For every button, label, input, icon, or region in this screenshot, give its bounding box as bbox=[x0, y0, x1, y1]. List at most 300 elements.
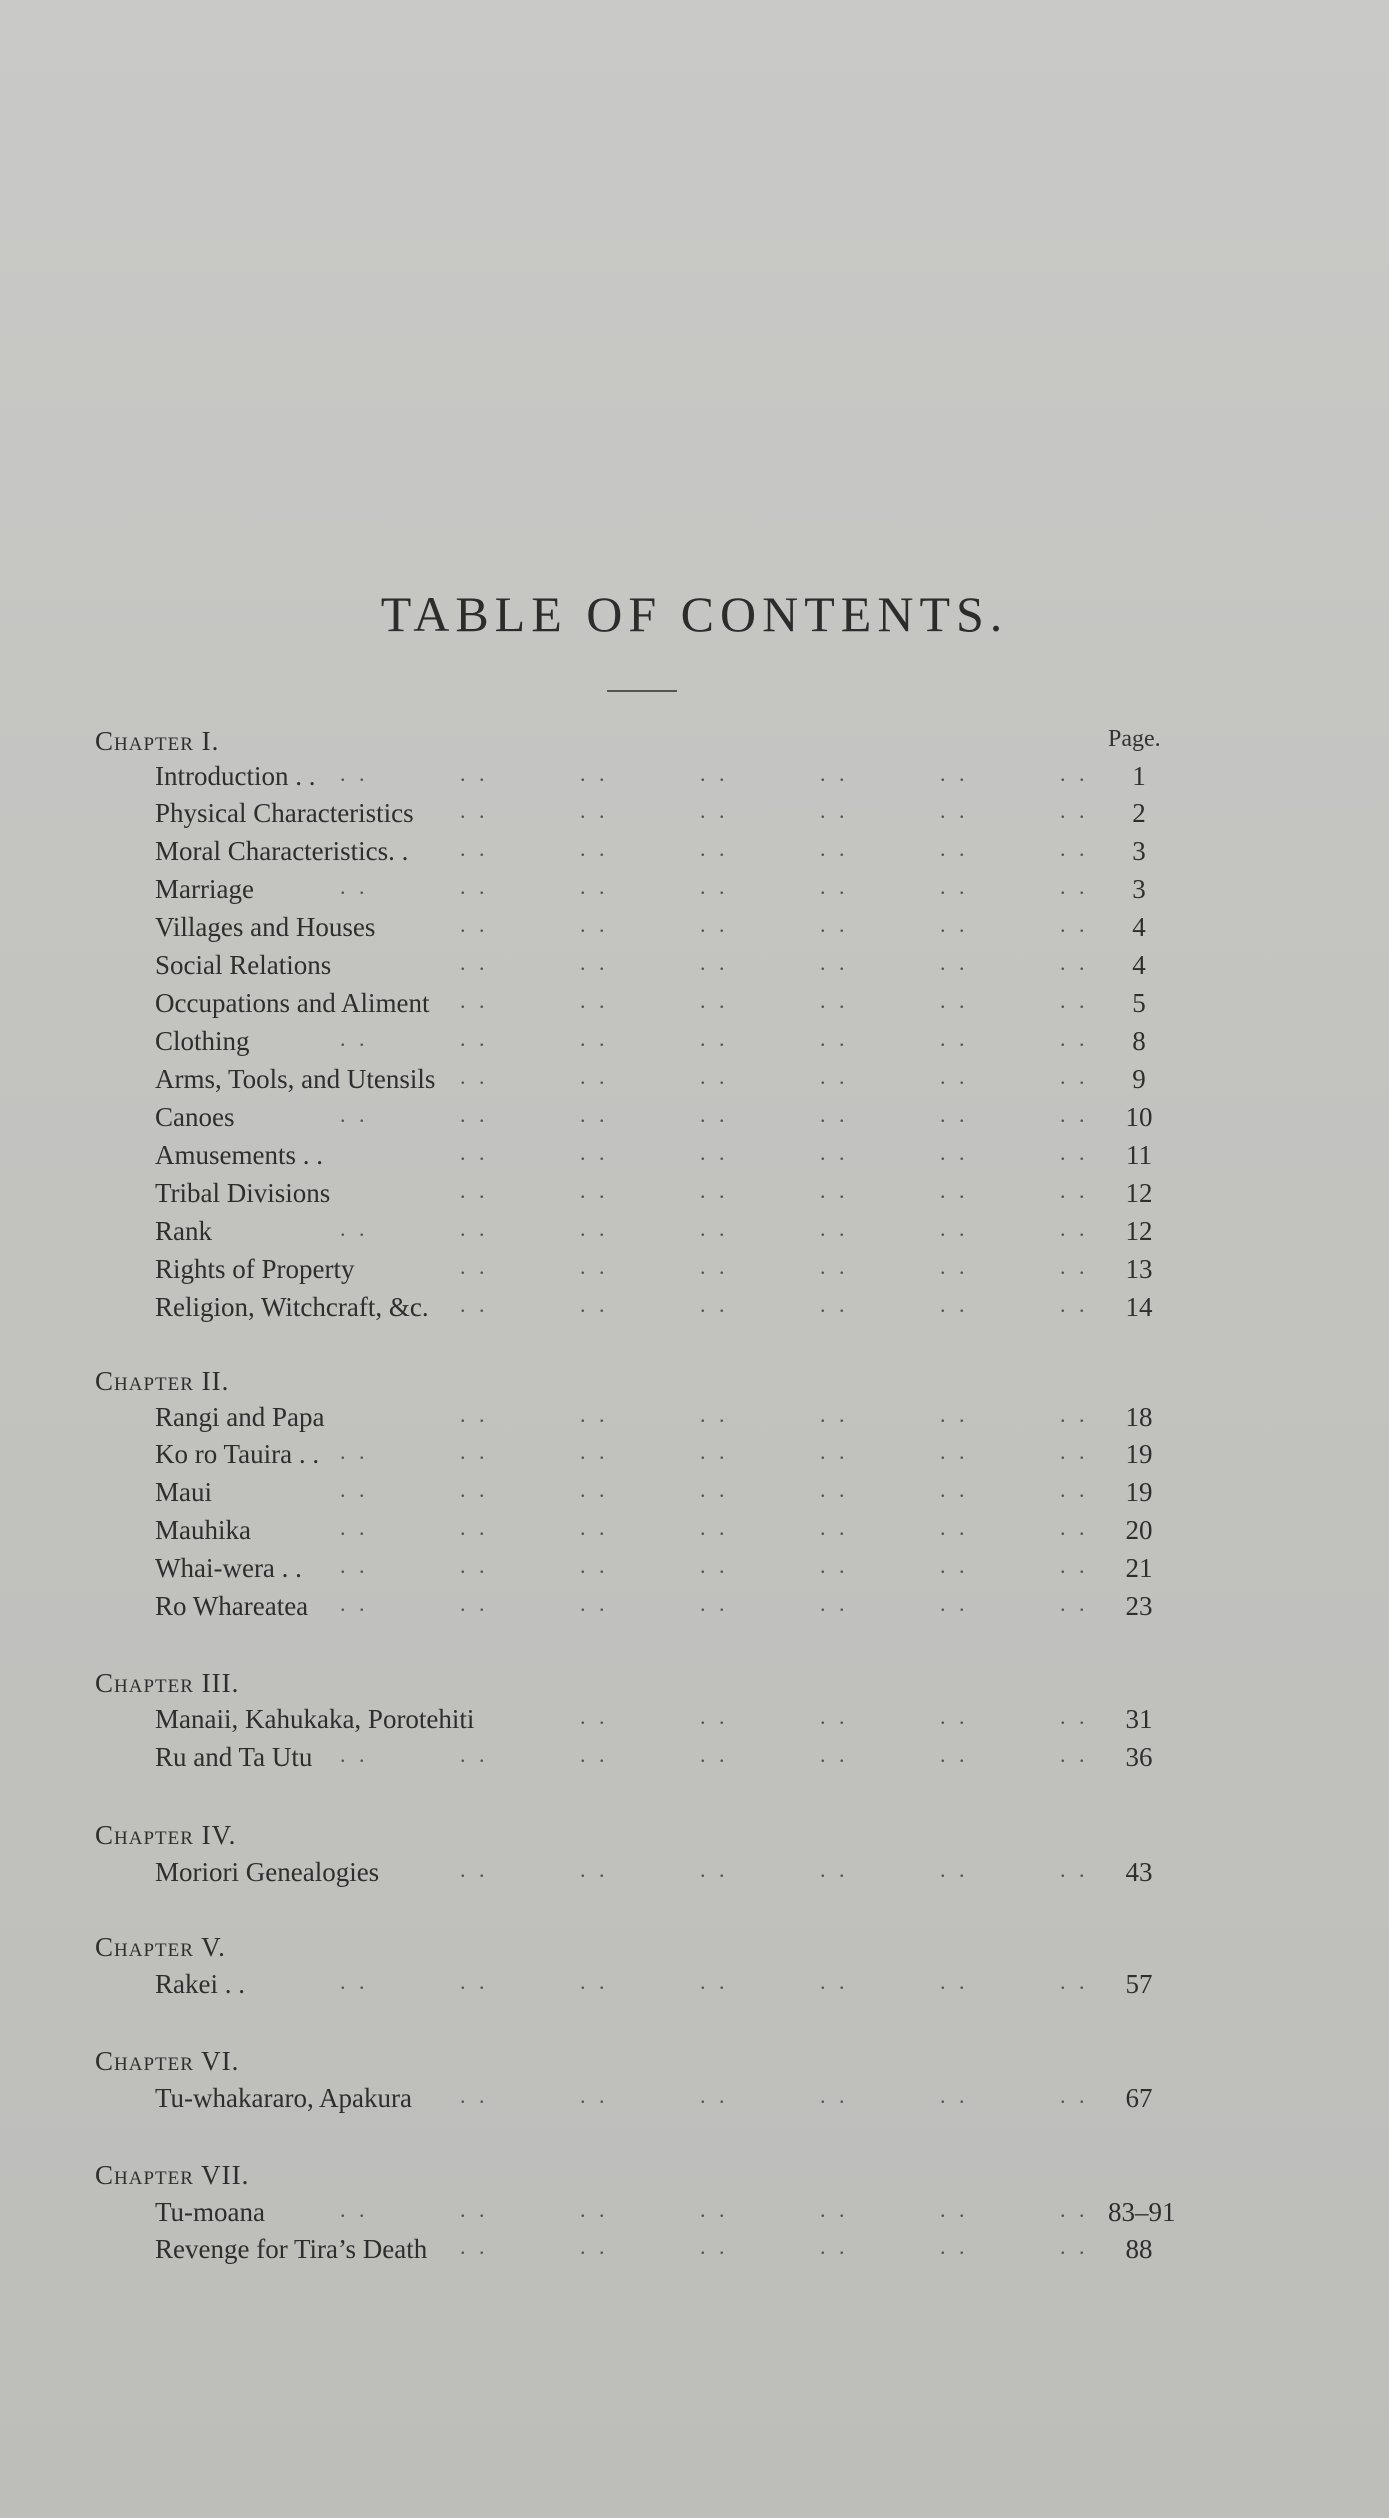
toc-entry-page: 20 bbox=[1125, 1515, 1153, 1545]
toc-entry-page: 67 bbox=[1125, 2083, 1153, 2113]
leader-dot: . . bbox=[580, 1064, 609, 1089]
toc-entry-page: 8 bbox=[1132, 1026, 1146, 1056]
toc-entry-label: Tu-moana bbox=[155, 2197, 266, 2227]
toc-entry bbox=[150, 988, 1170, 1024]
toc-entry-label: Arms, Tools, and Utensils bbox=[155, 1064, 436, 1094]
leader-dot: . . bbox=[340, 1102, 369, 1127]
leader-dot: . . bbox=[940, 1102, 969, 1127]
leader-dot: . . bbox=[1060, 950, 1089, 975]
leader-dot: . . bbox=[580, 1857, 609, 1882]
dot-leader bbox=[150, 1515, 1090, 1551]
leader-dot: . . bbox=[580, 1553, 609, 1578]
leader-dot: . . bbox=[460, 1178, 489, 1203]
leader-dot: . . bbox=[460, 1064, 489, 1089]
leader-dot: . . bbox=[580, 798, 609, 823]
leader-dot: . . bbox=[940, 798, 969, 823]
leader-dot: . . bbox=[460, 1515, 489, 1540]
leader-dot: . . bbox=[460, 761, 489, 786]
dot-leader bbox=[150, 1742, 1090, 1778]
leader-dot: . . bbox=[580, 1292, 609, 1317]
leader-dot: . . bbox=[1060, 1140, 1089, 1165]
leader-dot: . . bbox=[820, 1102, 849, 1127]
toc-entry-label: Tu-whakararo, Apakura bbox=[155, 2083, 412, 2113]
toc-entry bbox=[150, 1178, 1170, 1214]
toc-entry bbox=[150, 1102, 1170, 1138]
toc-entry-page: 3 bbox=[1132, 874, 1146, 904]
leader-dot: . . bbox=[340, 1591, 369, 1616]
toc-entry-page: 21 bbox=[1125, 1553, 1153, 1583]
leader-dot: . . bbox=[460, 1216, 489, 1241]
leader-dot: . . bbox=[940, 1216, 969, 1241]
toc-entry bbox=[150, 874, 1170, 910]
leader-dot: . . bbox=[940, 2083, 969, 2108]
leader-dot: . . bbox=[940, 912, 969, 937]
toc-entry bbox=[150, 1254, 1170, 1290]
leader-dot: . . bbox=[820, 1515, 849, 1540]
toc-entry bbox=[150, 1742, 1170, 1778]
leader-dot: . . bbox=[940, 2197, 969, 2222]
leader-dot: . . bbox=[460, 798, 489, 823]
leader-dot: . . bbox=[820, 1439, 849, 1464]
leader-dot: . . bbox=[460, 1477, 489, 1502]
leader-dot: . . bbox=[1060, 912, 1089, 937]
dot-leader bbox=[150, 1704, 1090, 1740]
leader-dot: . . bbox=[1060, 1102, 1089, 1127]
toc-entry-page: 83–91 bbox=[1108, 2197, 1176, 2227]
leader-dot: . . bbox=[580, 1140, 609, 1165]
toc-entry bbox=[150, 1591, 1170, 1627]
leader-dot: . . bbox=[820, 1591, 849, 1616]
dot-leader bbox=[150, 798, 1090, 834]
leader-dot: . . bbox=[820, 1857, 849, 1882]
leader-dot: . . bbox=[820, 1026, 849, 1051]
toc-entry-page: 23 bbox=[1125, 1591, 1153, 1621]
leader-dot: . . bbox=[700, 2234, 729, 2259]
leader-dot: . . bbox=[580, 1742, 609, 1767]
leader-dot: . . bbox=[700, 798, 729, 823]
toc-entry bbox=[150, 836, 1170, 872]
toc-entry-page: 3 bbox=[1132, 836, 1146, 866]
toc-entry bbox=[150, 798, 1170, 834]
leader-dot: . . bbox=[580, 1477, 609, 1502]
leader-dot: . . bbox=[460, 1254, 489, 1279]
leader-dot: . . bbox=[700, 1591, 729, 1616]
dot-leader bbox=[150, 761, 1090, 797]
toc-entry-page: 57 bbox=[1125, 1969, 1153, 1999]
leader-dot: . . bbox=[700, 1026, 729, 1051]
toc-entry bbox=[150, 1292, 1170, 1328]
leader-dot: . . bbox=[820, 1553, 849, 1578]
leader-dot: . . bbox=[460, 912, 489, 937]
leader-dot: . . bbox=[940, 836, 969, 861]
leader-dot: . . bbox=[580, 2083, 609, 2108]
toc-entry-label: Ru and Ta Utu bbox=[155, 1742, 313, 1772]
leader-dot: . . bbox=[700, 1969, 729, 1994]
leader-dot: . . bbox=[700, 1064, 729, 1089]
leader-dot: . . bbox=[340, 1216, 369, 1241]
leader-dot: . . bbox=[700, 1515, 729, 1540]
dot-leader bbox=[150, 1969, 1090, 2005]
chapter-heading: Chapter II. bbox=[95, 1366, 230, 1396]
leader-dot: . . bbox=[340, 1439, 369, 1464]
leader-dot: . . bbox=[940, 988, 969, 1013]
leader-dot: . . bbox=[700, 2083, 729, 2108]
leader-dot: . . bbox=[820, 1704, 849, 1729]
leader-dot: . . bbox=[700, 1292, 729, 1317]
dot-leader bbox=[150, 1026, 1090, 1062]
toc-entry-page: 43 bbox=[1125, 1857, 1153, 1887]
chapter-heading: Chapter VII. bbox=[95, 2160, 250, 2190]
dot-leader bbox=[150, 1254, 1090, 1290]
leader-dot: . . bbox=[700, 2197, 729, 2222]
toc-entry-label: Ro Whareatea bbox=[155, 1591, 309, 1621]
toc-entry-label: Maui bbox=[155, 1477, 212, 1507]
leader-dot: . . bbox=[820, 761, 849, 786]
leader-dot: . . bbox=[460, 1553, 489, 1578]
leader-dot: . . bbox=[700, 1477, 729, 1502]
leader-dot: . . bbox=[580, 1969, 609, 1994]
toc-entry bbox=[150, 1026, 1170, 1062]
toc-entry-page: 19 bbox=[1125, 1477, 1153, 1507]
leader-dot: . . bbox=[1060, 2234, 1089, 2259]
toc-entry bbox=[150, 1969, 1170, 2005]
leader-dot: . . bbox=[460, 1026, 489, 1051]
chapter-heading: Chapter III. bbox=[95, 1668, 240, 1698]
toc-entry-page: 10 bbox=[1125, 1102, 1153, 1132]
toc-entry-label: Physical Characteristics bbox=[155, 798, 414, 828]
leader-dot: . . bbox=[700, 1254, 729, 1279]
leader-dot: . . bbox=[1060, 1439, 1089, 1464]
leader-dot: . . bbox=[580, 761, 609, 786]
leader-dot: . . bbox=[940, 1439, 969, 1464]
leader-dot: . . bbox=[820, 1477, 849, 1502]
leader-dot: . . bbox=[940, 1292, 969, 1317]
leader-dot: . . bbox=[340, 1969, 369, 1994]
leader-dot: . . bbox=[700, 1140, 729, 1165]
dot-leader bbox=[150, 1591, 1090, 1627]
chapter-heading: Chapter V. bbox=[95, 1932, 226, 1962]
toc-entry bbox=[150, 761, 1170, 797]
leader-dot: . . bbox=[1060, 1026, 1089, 1051]
toc-entry bbox=[150, 1515, 1170, 1551]
leader-dot: . . bbox=[580, 1439, 609, 1464]
leader-dot: . . bbox=[580, 1402, 609, 1427]
leader-dot: . . bbox=[460, 1402, 489, 1427]
page-title: TABLE OF CONTENTS. bbox=[380, 586, 1009, 642]
leader-dot: . . bbox=[700, 988, 729, 1013]
leader-dot: . . bbox=[460, 1102, 489, 1127]
leader-dot: . . bbox=[1060, 1178, 1089, 1203]
leader-dot: . . bbox=[1060, 1216, 1089, 1241]
leader-dot: . . bbox=[820, 1064, 849, 1089]
leader-dot: . . bbox=[820, 836, 849, 861]
leader-dot: . . bbox=[700, 1178, 729, 1203]
leader-dot: . . bbox=[340, 1553, 369, 1578]
toc-entry bbox=[150, 2083, 1170, 2119]
leader-dot: . . bbox=[580, 1591, 609, 1616]
leader-dot: . . bbox=[460, 1292, 489, 1317]
dot-leader bbox=[150, 1402, 1090, 1438]
leader-dot: . . bbox=[940, 1969, 969, 1994]
toc-entry bbox=[150, 1402, 1170, 1438]
leader-dot: . . bbox=[1060, 1704, 1089, 1729]
leader-dot: . . bbox=[460, 1742, 489, 1767]
leader-dot: . . bbox=[700, 1742, 729, 1767]
leader-dot: . . bbox=[700, 836, 729, 861]
leader-dot: . . bbox=[820, 950, 849, 975]
toc-entry bbox=[150, 1439, 1170, 1475]
leader-dot: . . bbox=[1060, 874, 1089, 899]
dot-leader bbox=[150, 1857, 1090, 1893]
leader-dot: . . bbox=[700, 1553, 729, 1578]
leader-dot: . . bbox=[1060, 988, 1089, 1013]
leader-dot: . . bbox=[580, 1102, 609, 1127]
leader-dot: . . bbox=[1060, 1515, 1089, 1540]
leader-dot: . . bbox=[460, 1140, 489, 1165]
toc-entry-label: Rights of Property bbox=[155, 1254, 355, 1284]
toc-entry-label: Occupations and Aliment bbox=[155, 988, 430, 1018]
leader-dot: . . bbox=[940, 1477, 969, 1502]
leader-dot: . . bbox=[940, 1704, 969, 1729]
toc-entry-label: Introduction . . bbox=[155, 761, 316, 791]
dot-leader bbox=[150, 836, 1090, 872]
leader-dot: . . bbox=[460, 2197, 489, 2222]
toc-entry-label: Rakei . . bbox=[155, 1969, 245, 1999]
leader-dot: . . bbox=[820, 1254, 849, 1279]
leader-dot: . . bbox=[820, 912, 849, 937]
leader-dot: . . bbox=[820, 798, 849, 823]
leader-dot: . . bbox=[340, 1515, 369, 1540]
toc-entry-label: Clothing bbox=[155, 1026, 250, 1056]
leader-dot: . . bbox=[580, 1254, 609, 1279]
dot-leader bbox=[150, 950, 1090, 986]
dot-leader bbox=[150, 1477, 1090, 1513]
dot-leader bbox=[150, 912, 1090, 948]
leader-dot: . . bbox=[460, 1969, 489, 1994]
toc-entry bbox=[150, 1553, 1170, 1589]
leader-dot: . . bbox=[940, 1402, 969, 1427]
leader-dot: . . bbox=[460, 1591, 489, 1616]
dot-leader bbox=[150, 2234, 1090, 2270]
toc-entry-page: 36 bbox=[1125, 1742, 1153, 1772]
leader-dot: . . bbox=[820, 988, 849, 1013]
toc-entry-page: 19 bbox=[1125, 1439, 1153, 1469]
leader-dot: . . bbox=[700, 874, 729, 899]
leader-dot: . . bbox=[340, 2197, 369, 2222]
toc-entry-label: Moriori Genealogies bbox=[155, 1857, 380, 1887]
leader-dot: . . bbox=[940, 950, 969, 975]
toc-entry-page: 4 bbox=[1132, 912, 1146, 942]
toc-entry-label: Rank bbox=[155, 1216, 212, 1246]
leader-dot: . . bbox=[820, 2197, 849, 2222]
leader-dot: . . bbox=[1060, 1064, 1089, 1089]
toc-entry bbox=[150, 1704, 1170, 1740]
toc-entry-label: Marriage bbox=[155, 874, 254, 904]
toc-entry-label: Moral Characteristics. . bbox=[155, 836, 409, 866]
toc-entry-label: Villages and Houses bbox=[155, 912, 376, 942]
toc-entry-page: 1 bbox=[1132, 761, 1146, 791]
toc-entry bbox=[150, 1477, 1170, 1513]
leader-dot: . . bbox=[340, 1742, 369, 1767]
toc-entry-label: Manaii, Kahukaka, Porotehiti bbox=[155, 1704, 475, 1734]
toc-entry-label: Mauhika bbox=[155, 1515, 251, 1545]
leader-dot: . . bbox=[700, 1402, 729, 1427]
leader-dot: . . bbox=[820, 1292, 849, 1317]
leader-dot: . . bbox=[1060, 1591, 1089, 1616]
leader-dot: . . bbox=[1060, 836, 1089, 861]
dot-leader bbox=[150, 1178, 1090, 1214]
leader-dot: . . bbox=[580, 836, 609, 861]
dot-leader bbox=[150, 1553, 1090, 1589]
leader-dot: . . bbox=[1060, 2083, 1089, 2108]
toc-entry-label: Ko ro Tauira . . bbox=[155, 1439, 320, 1469]
leader-dot: . . bbox=[1060, 1477, 1089, 1502]
leader-dot: . . bbox=[820, 2083, 849, 2108]
leader-dot: . . bbox=[340, 761, 369, 786]
toc-entry bbox=[150, 2234, 1170, 2270]
leader-dot: . . bbox=[580, 2197, 609, 2222]
toc-entry-label: Whai-wera . . bbox=[155, 1553, 302, 1583]
leader-dot: . . bbox=[940, 2234, 969, 2259]
dot-leader bbox=[150, 1216, 1090, 1252]
toc-entry bbox=[150, 1064, 1170, 1100]
toc-entry-label: Amusements . . bbox=[155, 1140, 323, 1170]
dot-leader bbox=[150, 874, 1090, 910]
chapter-heading: Chapter VI. bbox=[95, 2046, 240, 2076]
leader-dot: . . bbox=[460, 836, 489, 861]
leader-dot: . . bbox=[580, 988, 609, 1013]
leader-dot: . . bbox=[580, 1178, 609, 1203]
toc-entry-page: 5 bbox=[1132, 988, 1146, 1018]
leader-dot: . . bbox=[460, 988, 489, 1013]
toc-entry-page: 88 bbox=[1125, 2234, 1153, 2264]
leader-dot: . . bbox=[940, 1254, 969, 1279]
leader-dot: . . bbox=[700, 1216, 729, 1241]
dot-leader bbox=[150, 1102, 1090, 1138]
dot-leader bbox=[150, 1439, 1090, 1475]
dot-leader bbox=[150, 1140, 1090, 1176]
leader-dot: . . bbox=[460, 1439, 489, 1464]
toc-entry bbox=[150, 912, 1170, 948]
leader-dot: . . bbox=[700, 761, 729, 786]
leader-dot: . . bbox=[1060, 1857, 1089, 1882]
toc-entry-page: 9 bbox=[1132, 1064, 1146, 1094]
toc-entry bbox=[150, 950, 1170, 986]
toc-entry-page: 18 bbox=[1125, 1402, 1153, 1432]
leader-dot: . . bbox=[580, 1704, 609, 1729]
leader-dot: . . bbox=[940, 1064, 969, 1089]
leader-dot: . . bbox=[460, 1857, 489, 1882]
toc-entry-page: 12 bbox=[1125, 1178, 1153, 1208]
leader-dot: . . bbox=[580, 950, 609, 975]
toc-entry-label: Religion, Witchcraft, &c. bbox=[155, 1292, 429, 1322]
leader-dot: . . bbox=[1060, 2197, 1089, 2222]
dot-leader bbox=[150, 1292, 1090, 1328]
page-column-heading: Page. bbox=[1108, 726, 1161, 752]
leader-dot: . . bbox=[1060, 798, 1089, 823]
leader-dot: . . bbox=[700, 1102, 729, 1127]
leader-dot: . . bbox=[700, 912, 729, 937]
leader-dot: . . bbox=[580, 874, 609, 899]
leader-dot: . . bbox=[1060, 1742, 1089, 1767]
leader-dot: . . bbox=[340, 1477, 369, 1502]
leader-dot: . . bbox=[940, 1553, 969, 1578]
leader-dot: . . bbox=[580, 1216, 609, 1241]
toc-entry-label: Social Relations bbox=[155, 950, 332, 980]
leader-dot: . . bbox=[580, 1026, 609, 1051]
dot-leader bbox=[150, 988, 1090, 1024]
toc-entry-page: 14 bbox=[1125, 1292, 1153, 1322]
toc-entry-page: 11 bbox=[1126, 1140, 1152, 1170]
leader-dot: . . bbox=[460, 950, 489, 975]
toc-entry bbox=[150, 1140, 1170, 1176]
leader-dot: . . bbox=[1060, 1969, 1089, 1994]
leader-dot: . . bbox=[700, 1704, 729, 1729]
leader-dot: . . bbox=[460, 2234, 489, 2259]
leader-dot: . . bbox=[820, 874, 849, 899]
leader-dot: . . bbox=[700, 1439, 729, 1464]
leader-dot: . . bbox=[940, 1857, 969, 1882]
toc-entry-page: 2 bbox=[1132, 798, 1146, 828]
leader-dot: . . bbox=[820, 1969, 849, 1994]
toc-entry-page: 31 bbox=[1125, 1704, 1153, 1734]
toc-entry bbox=[150, 1216, 1170, 1252]
leader-dot: . . bbox=[820, 1742, 849, 1767]
leader-dot: . . bbox=[1060, 761, 1089, 786]
chapter-heading: Chapter IV. bbox=[95, 1820, 237, 1850]
leader-dot: . . bbox=[340, 874, 369, 899]
leader-dot: . . bbox=[580, 912, 609, 937]
toc-entry bbox=[150, 1857, 1170, 1893]
leader-dot: . . bbox=[820, 1216, 849, 1241]
leader-dot: . . bbox=[700, 950, 729, 975]
leader-dot: . . bbox=[1060, 1402, 1089, 1427]
leader-dot: . . bbox=[820, 1140, 849, 1165]
leader-dot: . . bbox=[580, 2234, 609, 2259]
toc-entry-page: 12 bbox=[1125, 1216, 1153, 1246]
leader-dot: . . bbox=[1060, 1292, 1089, 1317]
dot-leader bbox=[150, 2083, 1090, 2119]
toc-entry-label: Canoes bbox=[155, 1102, 235, 1132]
toc-entry-page: 13 bbox=[1125, 1254, 1153, 1284]
leader-dot: . . bbox=[940, 1591, 969, 1616]
leader-dot: . . bbox=[340, 1026, 369, 1051]
leader-dot: . . bbox=[940, 1026, 969, 1051]
title-rule bbox=[607, 690, 677, 692]
leader-dot: . . bbox=[940, 1140, 969, 1165]
dot-leader bbox=[150, 2197, 1090, 2233]
toc-entry-label: Revenge for Tira’s Death bbox=[155, 2234, 428, 2264]
leader-dot: . . bbox=[1060, 1254, 1089, 1279]
leader-dot: . . bbox=[820, 1402, 849, 1427]
leader-dot: . . bbox=[820, 1178, 849, 1203]
leader-dot: . . bbox=[700, 1857, 729, 1882]
toc-entry-page: 4 bbox=[1132, 950, 1146, 980]
leader-dot: . . bbox=[460, 2083, 489, 2108]
leader-dot: . . bbox=[940, 1515, 969, 1540]
leader-dot: . . bbox=[460, 874, 489, 899]
toc-entry-label: Rangi and Papa bbox=[155, 1402, 325, 1432]
toc-entry bbox=[150, 2197, 1176, 2233]
dot-leader bbox=[150, 1064, 1090, 1100]
leader-dot: . . bbox=[940, 761, 969, 786]
leader-dot: . . bbox=[1060, 1553, 1089, 1578]
leader-dot: . . bbox=[940, 874, 969, 899]
toc-entry-label: Tribal Divisions bbox=[155, 1178, 331, 1208]
leader-dot: . . bbox=[940, 1178, 969, 1203]
leader-dot: . . bbox=[580, 1515, 609, 1540]
chapter-heading: Chapter I. bbox=[95, 726, 220, 756]
